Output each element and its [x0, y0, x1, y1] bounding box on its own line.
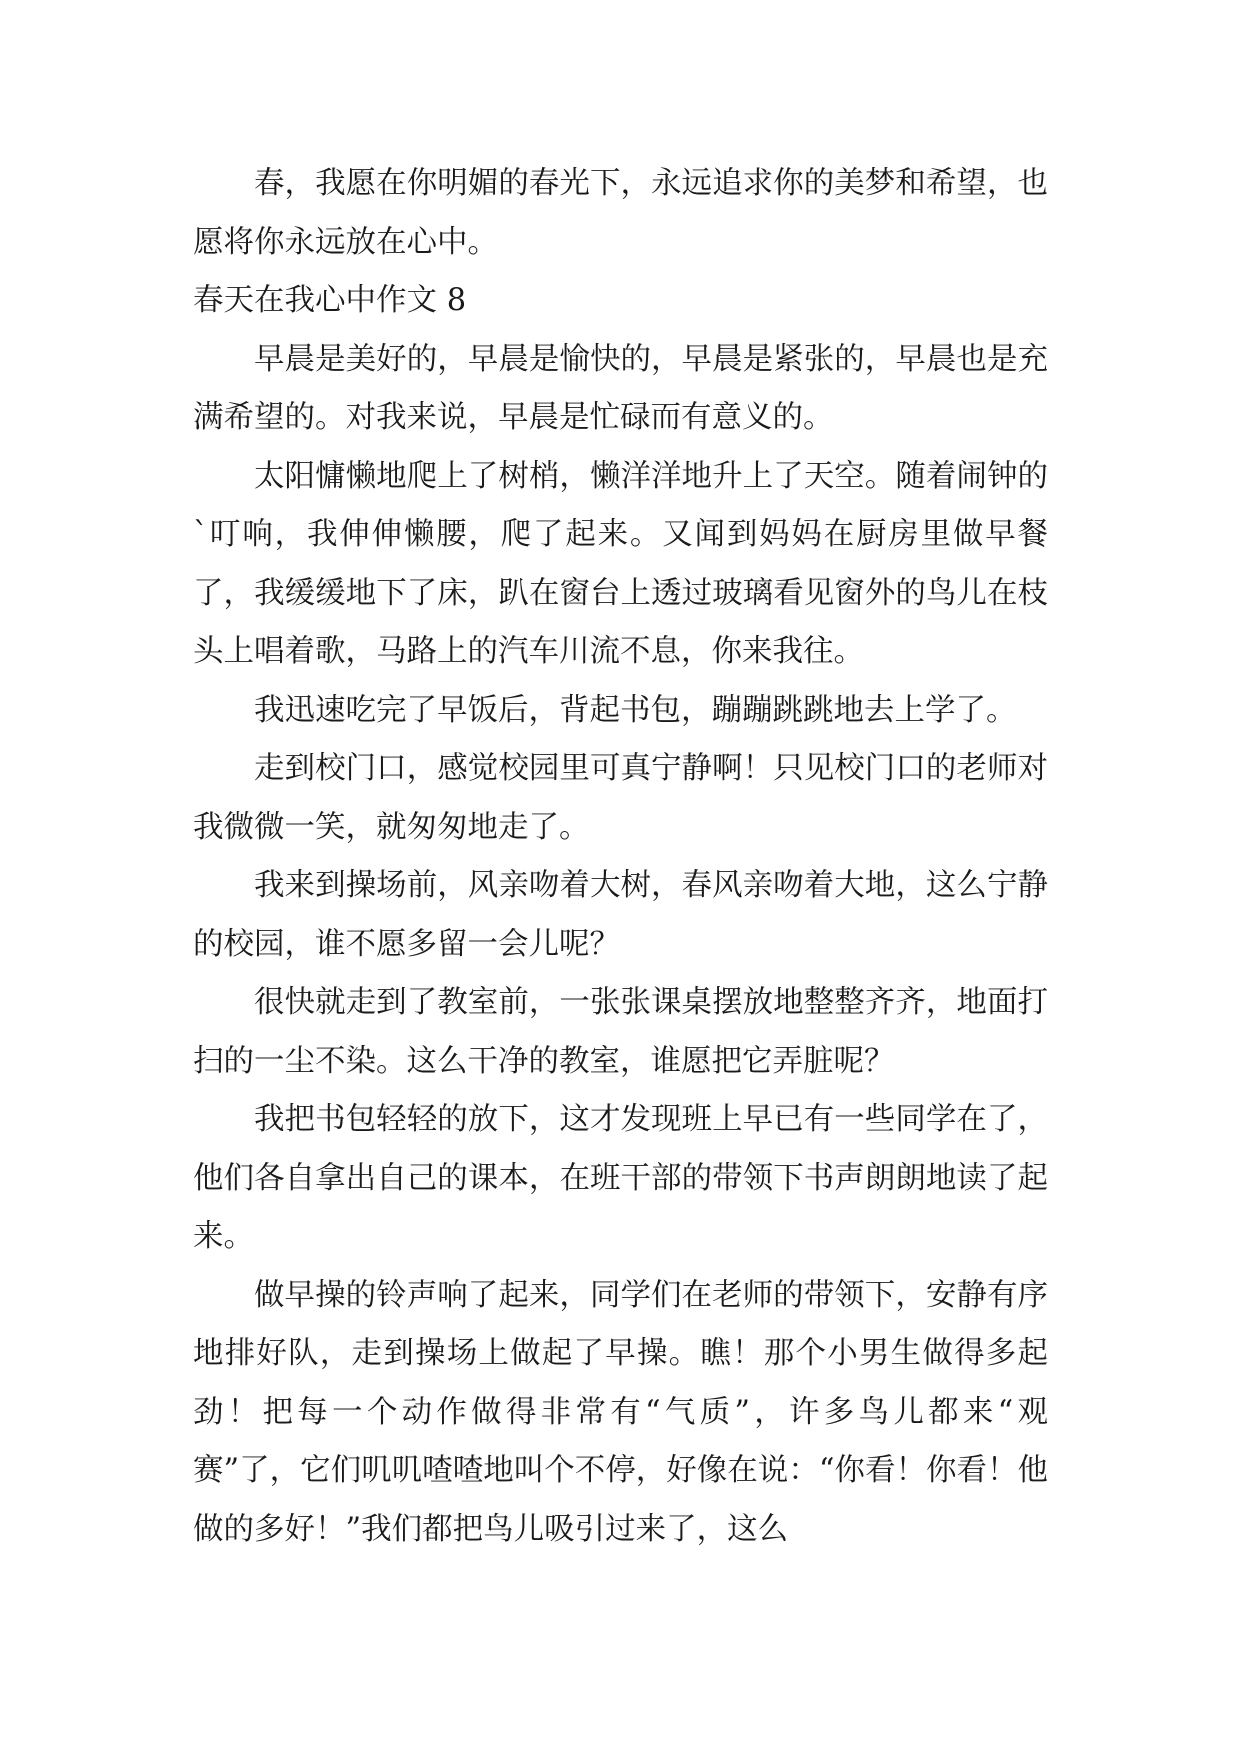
- section-heading: 春天在我心中作文 8: [193, 283, 467, 318]
- paragraph-1: 春，我愿在你明媚的春光下，永远追求你的美梦和希望，也愿将你永远放在心中。: [193, 166, 1048, 260]
- paragraph-3: 太阳慵懒地爬上了树梢，懒洋洋地升上了天空。随着闹钟的`叮响，我伸伸懒腰，爬了起来。又闻到妈妈在厨房里做早餐了，我缓缓地下了床，趴在窗台上透过玻璃看见窗外的鸟儿在枝头上唱着歌，马路上的汽车川流不息，你来我往。: [193, 458, 1048, 669]
- paragraph-6: 我来到操场前，风亲吻着大树，春风亲吻着大地，这么宁静的校园，谁不愿多留一会儿呢？: [193, 868, 1048, 962]
- paragraph-4: 我迅速吃完了早饭后，背起书包，蹦蹦跳跳地去上学了。: [254, 692, 1017, 728]
- paragraph-9: 做早操的铃声响了起来，同学们在老师的带领下，安静有序地排好队，走到操场上做起了早操。瞧！那个小男生做得多起劲！把每一个动作做得非常有“气质”，许多鸟儿都来“观赛”了，它们叽叽喳喳地叫个不停，好像在说：“你看！你看！他做的多好！”我们都把鸟儿吸引过来了，这么: [193, 1277, 1048, 1547]
- paragraph-5: 走到校门口，感觉校园里可真宁静啊！只见校门口的老师对我微微一笑，就匆匆地走了。: [193, 751, 1048, 845]
- paragraph-2: 早晨是美好的，早晨是愉快的，早晨是紧张的，早晨也是充满希望的。对我来说，早晨是忙碌而有意义的。: [193, 341, 1048, 435]
- paragraph-8: 我把书包轻轻的放下，这才发现班上早已有一些同学在了，他们各自拿出自己的课本，在班干部的带领下书声朗朗地读了起来。: [193, 1102, 1048, 1254]
- document-page: [193, 155, 1048, 1559]
- paragraph-7: 很快就走到了教室前，一张张课桌摆放地整整齐齐，地面打扫的一尘不染。这么干净的教室，谁愿把它弄脏呢？: [193, 985, 1048, 1079]
